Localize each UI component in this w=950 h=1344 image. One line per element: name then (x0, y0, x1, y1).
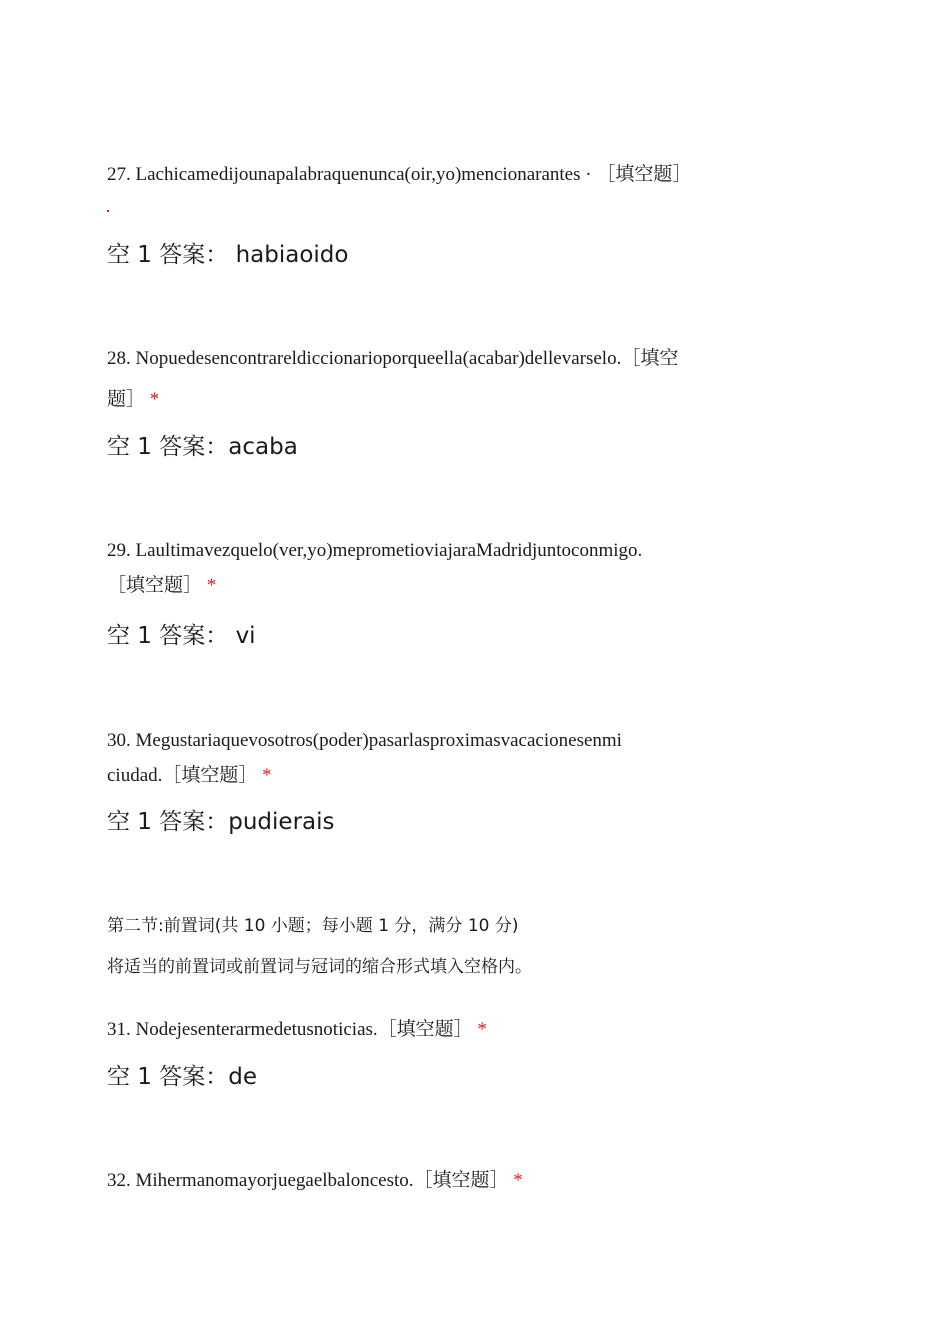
section-title: 第二节:前置词(共 10 小题；每小题 1 分，满分 10 分) (107, 916, 519, 936)
question-27-answer: 空 1 答案： habiaoido (107, 242, 349, 268)
question-29-line1: 29. Laultimavezquelo(ver,yo)meprometioviajaraMadridjuntoconmigo. (107, 540, 643, 561)
question-29-line2 (107, 576, 216, 595)
required-star: * (262, 765, 272, 786)
question-29-line2-text: ［填空题］ (107, 575, 203, 596)
required-star: * (206, 575, 217, 596)
question-30-line2-text: ciudad.［填空题］ (107, 765, 258, 786)
question-30-line1: 30. Megustariaquevosotros(poder)pasarlasproximasvacacionesenmi (107, 730, 622, 751)
question-28-answer: 空 1 答案：acaba (107, 434, 298, 460)
question-31-answer: 空 1 答案：de (107, 1064, 258, 1090)
question-30-answer: 空 1 答案：pudierais (107, 809, 335, 835)
question-31-text: 31. Nodejesenterarmedetusnoticias.［填空题］ (107, 1019, 473, 1040)
question-32-text: 32. Mihermanomayorjuegaelbaloncesto.［填空题］ (107, 1170, 509, 1191)
required-star: * (149, 389, 160, 410)
question-28-line2-text: 题］ (107, 389, 146, 410)
question-28-line2 (107, 390, 159, 409)
section-instruction: 将适当的前置词或前置词与冠词的缩合形式填入空格内。 (107, 957, 532, 977)
question-30-line2 (107, 766, 272, 785)
question-29-answer: 空 1 答案： vi (107, 623, 256, 649)
question-28-line1: 28. Nopuedesencontrareldiccionarioporqueella(acabar)dellevarselo.［填空 (107, 348, 679, 369)
question-32-line1 (107, 1171, 523, 1190)
question-27-line1: 27. Lachicamedijounapalabraquenunca(oir,yo)mencionarantes · ［填空题］ (107, 164, 692, 185)
required-star: * (513, 1170, 523, 1191)
required-star: * (477, 1019, 487, 1040)
required-marker-dot (107, 210, 109, 212)
question-27-text (107, 165, 691, 184)
question-31-line1 (107, 1020, 487, 1039)
